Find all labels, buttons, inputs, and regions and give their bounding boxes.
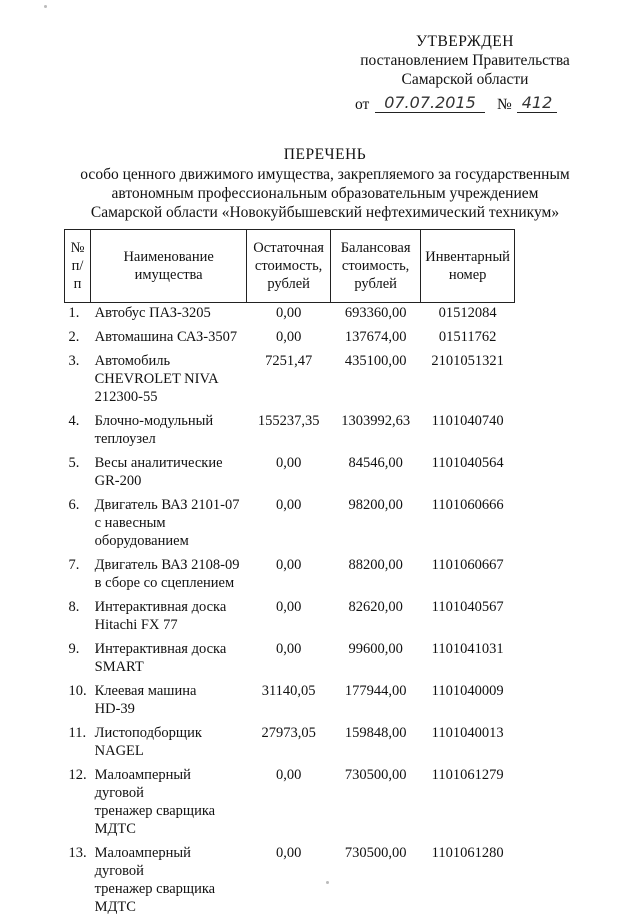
row-inventory-number: 1101060667 — [421, 555, 515, 597]
decree-date: 07.07.2015 — [375, 93, 485, 113]
row-balance-value: 1303992,63 — [331, 411, 421, 453]
item-name-line: Двигатель ВАЗ 2108-09 — [95, 556, 243, 574]
header-balance-value — [331, 230, 421, 303]
table-row — [65, 327, 515, 351]
item-name-line: тренажер сварщика — [95, 802, 243, 820]
document-subtitle-line-3: Самарской области «Новокуйбышевский нефтехимический техникум» — [40, 203, 610, 222]
item-name-line: Малоамперный дуговой — [95, 844, 243, 880]
item-name-line: Автомашина САЗ-3507 — [95, 328, 243, 346]
row-residual-value: 0,00 — [247, 327, 331, 351]
row-balance-value: 99600,00 — [331, 639, 421, 681]
row-balance-value: 88200,00 — [331, 555, 421, 597]
row-residual-value: 31140,05 — [247, 681, 331, 723]
document-subtitle-line-2: автономным профессиональным образовательным учреждением — [40, 184, 610, 203]
document-title: ПЕРЕЧЕНЬ — [40, 145, 610, 164]
table-row — [65, 411, 515, 453]
row-number: 13. — [65, 843, 91, 921]
decree-number-label: № — [497, 96, 512, 114]
row-residual-value: 0,00 — [247, 453, 331, 495]
table-row — [65, 495, 515, 555]
row-residual-value: 0,00 — [247, 303, 331, 328]
row-inventory-number: 1101040740 — [421, 411, 515, 453]
row-number: 10. — [65, 681, 91, 723]
row-inventory-number: 1101061279 — [421, 765, 515, 843]
row-inventory-number: 01512084 — [421, 303, 515, 328]
row-inventory-number: 01511762 — [421, 327, 515, 351]
header-number-line: п/п — [68, 257, 87, 293]
row-item-name — [91, 327, 247, 351]
header-name-line: имущества — [94, 266, 243, 284]
table-row — [65, 351, 515, 411]
row-balance-value: 82620,00 — [331, 597, 421, 639]
header-number-line: № — [68, 239, 87, 257]
row-inventory-number: 1101040013 — [421, 723, 515, 765]
table-row — [65, 765, 515, 843]
table-row — [65, 303, 515, 328]
document-heading — [40, 145, 610, 222]
row-item-name — [91, 723, 247, 765]
header-number — [65, 230, 91, 303]
row-inventory-number: 2101051321 — [421, 351, 515, 411]
item-name-line: GR-200 — [95, 472, 243, 490]
table-row — [65, 597, 515, 639]
table-row — [65, 843, 515, 921]
row-residual-value: 0,00 — [247, 765, 331, 843]
row-number: 2. — [65, 327, 91, 351]
row-item-name — [91, 681, 247, 723]
item-name-line: теплоузел — [95, 430, 243, 448]
header-inventory-number — [421, 230, 515, 303]
row-item-name — [91, 303, 247, 328]
row-number: 1. — [65, 303, 91, 328]
row-residual-value: 0,00 — [247, 597, 331, 639]
table-row — [65, 723, 515, 765]
row-balance-value: 84546,00 — [331, 453, 421, 495]
item-name-line: Двигатель ВАЗ 2101-07 — [95, 496, 243, 514]
item-name-line: Hitachi FX 77 — [95, 616, 243, 634]
row-item-name — [91, 411, 247, 453]
table-header-row — [65, 230, 515, 303]
row-number: 12. — [65, 765, 91, 843]
item-name-line: тренажер сварщика — [95, 880, 243, 898]
item-name-line: Малоамперный дуговой — [95, 766, 243, 802]
table-body — [65, 303, 515, 921]
item-name-line: NAGEL — [95, 742, 243, 760]
row-item-name — [91, 555, 247, 597]
decree-number: 412 — [517, 93, 557, 113]
row-balance-value: 137674,00 — [331, 327, 421, 351]
property-table — [64, 229, 515, 921]
row-item-name — [91, 843, 247, 921]
decree-from-label: от — [355, 96, 369, 113]
item-name-line: МДТС — [95, 898, 243, 916]
item-name-line: Клеевая машина — [95, 682, 243, 700]
item-name-line: Блочно-модульный — [95, 412, 243, 430]
row-number: 9. — [65, 639, 91, 681]
row-item-name — [91, 639, 247, 681]
row-balance-value: 98200,00 — [331, 495, 421, 555]
row-balance-value: 177944,00 — [331, 681, 421, 723]
row-balance-value: 730500,00 — [331, 765, 421, 843]
header-name-line: Наименование — [94, 248, 243, 266]
item-name-line: Автомобиль — [95, 352, 243, 370]
header-inventory-line: номер — [424, 266, 511, 284]
header-balance-line: рублей — [334, 275, 417, 293]
row-number: 4. — [65, 411, 91, 453]
approval-line-1: постановлением Правительства — [340, 51, 590, 70]
row-inventory-number: 1101060666 — [421, 495, 515, 555]
row-balance-value: 435100,00 — [331, 351, 421, 411]
row-item-name — [91, 453, 247, 495]
row-residual-value: 0,00 — [247, 555, 331, 597]
document-subtitle-line-1: особо ценного движимого имущества, закрепляемого за государственным — [40, 165, 610, 184]
header-inventory-line: Инвентарный — [424, 248, 511, 266]
header-balance-line: стоимость, — [334, 257, 417, 275]
scan-speck — [326, 881, 329, 884]
row-number: 6. — [65, 495, 91, 555]
header-name — [91, 230, 247, 303]
header-balance-line: Балансовая — [334, 239, 417, 257]
row-number: 7. — [65, 555, 91, 597]
row-item-name — [91, 351, 247, 411]
item-name-line: Интерактивная доска — [95, 598, 243, 616]
row-residual-value: 0,00 — [247, 639, 331, 681]
header-residual-line: рублей — [250, 275, 327, 293]
approval-title: УТВЕРЖДЕН — [340, 32, 590, 51]
row-residual-value: 0,00 — [247, 495, 331, 555]
row-balance-value: 159848,00 — [331, 723, 421, 765]
item-name-line: оборудованием — [95, 532, 243, 550]
row-inventory-number: 1101040567 — [421, 597, 515, 639]
row-number: 11. — [65, 723, 91, 765]
scan-speck — [44, 5, 47, 8]
header-residual-value — [247, 230, 331, 303]
row-item-name — [91, 495, 247, 555]
approval-block — [340, 32, 590, 89]
row-residual-value: 27973,05 — [247, 723, 331, 765]
item-name-line: Листоподборщик — [95, 724, 243, 742]
row-balance-value: 693360,00 — [331, 303, 421, 328]
row-inventory-number: 1101061280 — [421, 843, 515, 921]
table-row — [65, 555, 515, 597]
row-inventory-number: 1101040009 — [421, 681, 515, 723]
header-residual-line: Остаточная — [250, 239, 327, 257]
item-name-line: Автобус ПАЗ-3205 — [95, 304, 243, 322]
row-number: 3. — [65, 351, 91, 411]
item-name-line: CHEVROLET NIVA — [95, 370, 243, 388]
item-name-line: SMART — [95, 658, 243, 676]
row-residual-value: 155237,35 — [247, 411, 331, 453]
row-item-name — [91, 765, 247, 843]
table-row — [65, 453, 515, 495]
row-number: 5. — [65, 453, 91, 495]
item-name-line: с навесным — [95, 514, 243, 532]
row-item-name — [91, 597, 247, 639]
item-name-line: Весы аналитические — [95, 454, 243, 472]
item-name-line: HD-39 — [95, 700, 243, 718]
decree-reference — [355, 96, 595, 118]
header-residual-line: стоимость, — [250, 257, 327, 275]
row-residual-value: 0,00 — [247, 843, 331, 921]
table-row — [65, 681, 515, 723]
row-residual-value: 7251,47 — [247, 351, 331, 411]
item-name-line: МДТС — [95, 820, 243, 838]
row-balance-value: 730500,00 — [331, 843, 421, 921]
item-name-line: Интерактивная доска — [95, 640, 243, 658]
row-inventory-number: 1101040564 — [421, 453, 515, 495]
table-row — [65, 639, 515, 681]
approval-line-2: Самарской области — [340, 70, 590, 89]
row-number: 8. — [65, 597, 91, 639]
row-inventory-number: 1101041031 — [421, 639, 515, 681]
item-name-line: в сборе со сцеплением — [95, 574, 243, 592]
item-name-line: 212300-55 — [95, 388, 243, 406]
